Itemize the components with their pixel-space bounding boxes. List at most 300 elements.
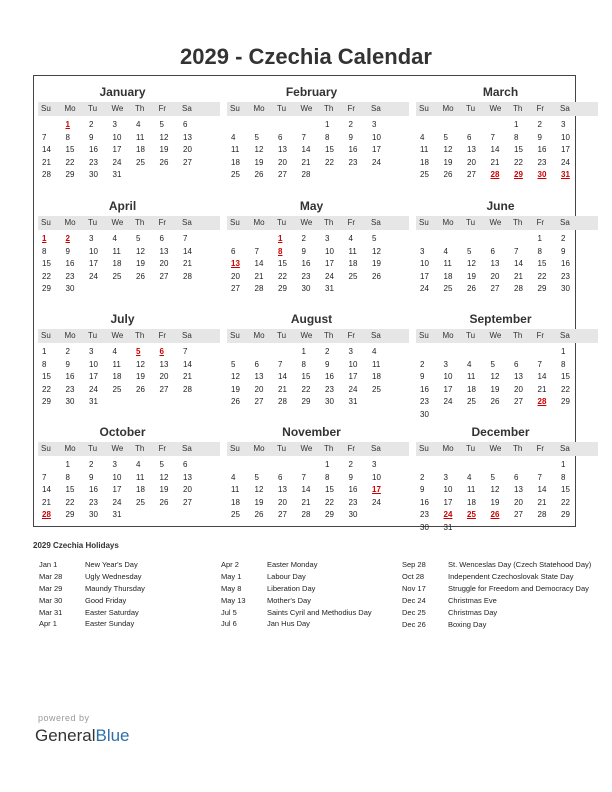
day-cell[interactable]: 22 — [325, 157, 334, 167]
day-cell[interactable]: 16 — [65, 372, 75, 382]
day-cell[interactable]: 2 — [561, 234, 566, 243]
day-cell[interactable]: 4 — [136, 120, 141, 129]
day-cell[interactable]: 20 — [467, 157, 476, 167]
day-cell[interactable]: 6 — [467, 132, 472, 142]
day-cell[interactable]: 16 — [348, 145, 358, 155]
day-cell[interactable]: 28 — [42, 170, 51, 180]
day-cell[interactable]: 26 — [254, 510, 264, 520]
day-cell[interactable]: 15 — [325, 145, 334, 155]
day-cell[interactable]: 6 — [254, 359, 259, 369]
day-cell[interactable]: 19 — [443, 157, 453, 167]
day-cell[interactable]: 5 — [136, 347, 141, 356]
day-cell[interactable]: 8 — [561, 472, 566, 482]
day-cell[interactable]: 25 — [420, 170, 429, 180]
day-cell[interactable]: 14 — [301, 485, 311, 495]
day-cell[interactable]: 27 — [467, 170, 476, 180]
day-cell[interactable]: 21 — [301, 497, 311, 507]
day-cell[interactable]: 17 — [348, 372, 358, 382]
day-cell[interactable]: 3 — [112, 460, 117, 469]
day-cell[interactable]: 3 — [561, 120, 566, 129]
day-cell[interactable]: 13 — [183, 132, 192, 142]
day-cell[interactable]: 7 — [537, 472, 542, 482]
day-cell[interactable]: 1 — [514, 120, 519, 129]
day-cell[interactable]: 15 — [301, 372, 311, 382]
day-cell[interactable]: 23 — [537, 157, 547, 167]
day-cell[interactable]: 24 — [112, 157, 122, 167]
day-cell[interactable]: 20 — [514, 497, 523, 507]
day-cell[interactable]: 30 — [420, 522, 429, 532]
day-cell[interactable]: 31 — [112, 170, 122, 180]
day-cell[interactable]: 20 — [159, 259, 169, 269]
day-cell[interactable]: 22 — [537, 271, 547, 281]
day-cell[interactable]: 27 — [514, 510, 523, 520]
day-cell[interactable]: 7 — [490, 132, 495, 142]
day-cell[interactable]: 10 — [561, 132, 570, 142]
day-cell[interactable]: 30 — [420, 409, 429, 419]
day-cell[interactable]: 22 — [278, 271, 287, 281]
day-cell[interactable]: 23 — [65, 384, 75, 394]
day-cell[interactable]: 9 — [65, 246, 70, 256]
day-cell[interactable]: 10 — [325, 246, 334, 256]
day-cell[interactable]: 29 — [42, 397, 51, 407]
day-cell[interactable]: 17 — [443, 497, 453, 507]
day-cell[interactable]: 22 — [301, 384, 311, 394]
day-cell[interactable]: 12 — [490, 485, 500, 495]
day-cell[interactable]: 11 — [136, 472, 145, 482]
day-cell[interactable]: 20 — [183, 485, 192, 495]
day-cell[interactable]: 2 — [65, 234, 70, 243]
day-cell[interactable]: 11 — [420, 145, 429, 155]
day-cell[interactable]: 20 — [254, 384, 264, 394]
day-cell[interactable]: 2 — [420, 472, 425, 482]
day-cell[interactable]: 15 — [537, 259, 547, 269]
day-cell[interactable]: 14 — [537, 485, 547, 495]
day-cell[interactable]: 20 — [183, 145, 192, 155]
day-cell[interactable]: 28 — [183, 384, 192, 394]
day-cell[interactable]: 25 — [136, 157, 145, 167]
day-cell[interactable]: 22 — [65, 497, 75, 507]
day-cell[interactable]: 18 — [136, 145, 145, 155]
day-cell[interactable]: 13 — [159, 359, 169, 369]
day-cell[interactable]: 1 — [537, 234, 542, 243]
day-cell[interactable]: 17 — [89, 372, 98, 382]
day-cell[interactable]: 2 — [348, 460, 353, 469]
day-cell[interactable]: 12 — [159, 472, 169, 482]
day-cell[interactable]: 11 — [467, 372, 476, 382]
day-cell[interactable]: 12 — [136, 246, 145, 256]
day-cell[interactable]: 14 — [42, 145, 51, 155]
day-cell[interactable]: 6 — [231, 246, 236, 256]
day-cell[interactable]: 21 — [183, 372, 192, 382]
day-cell[interactable]: 26 — [467, 284, 476, 294]
day-cell[interactable]: 17 — [112, 145, 122, 155]
day-cell[interactable]: 1 — [278, 234, 283, 243]
day-cell[interactable]: 5 — [490, 359, 495, 369]
day-cell[interactable]: 6 — [490, 246, 495, 256]
day-cell[interactable]: 16 — [65, 259, 75, 269]
day-cell[interactable]: 16 — [301, 259, 311, 269]
day-cell[interactable]: 3 — [112, 120, 117, 129]
day-cell[interactable]: 25 — [443, 284, 453, 294]
day-cell[interactable]: 23 — [420, 397, 429, 407]
day-cell[interactable]: 20 — [159, 372, 169, 382]
day-cell[interactable]: 2 — [89, 120, 94, 129]
day-cell[interactable]: 25 — [112, 271, 122, 281]
day-cell[interactable]: 14 — [301, 145, 311, 155]
day-cell[interactable]: 10 — [443, 372, 453, 382]
day-cell[interactable]: 17 — [89, 259, 98, 269]
day-cell[interactable]: 27 — [278, 510, 287, 520]
day-cell[interactable]: 31 — [89, 397, 98, 407]
day-cell[interactable]: 7 — [42, 132, 47, 142]
day-cell[interactable]: 8 — [278, 246, 283, 256]
day-cell[interactable]: 10 — [372, 472, 381, 482]
day-cell[interactable]: 28 — [490, 170, 500, 180]
day-cell[interactable]: 21 — [514, 271, 523, 281]
day-cell[interactable]: 8 — [325, 132, 330, 142]
day-cell[interactable]: 7 — [254, 246, 259, 256]
day-cell[interactable]: 13 — [231, 259, 240, 269]
day-cell[interactable]: 29 — [65, 170, 75, 180]
day-cell[interactable]: 18 — [420, 157, 429, 167]
day-cell[interactable]: 24 — [348, 384, 358, 394]
day-cell[interactable]: 27 — [183, 497, 192, 507]
day-cell[interactable]: 16 — [348, 485, 358, 495]
day-cell[interactable]: 16 — [537, 145, 547, 155]
day-cell[interactable]: 3 — [89, 347, 94, 356]
day-cell[interactable]: 2 — [89, 460, 94, 469]
day-cell[interactable]: 31 — [325, 284, 334, 294]
day-cell[interactable]: 21 — [278, 384, 287, 394]
day-cell[interactable]: 16 — [420, 384, 429, 394]
day-cell[interactable]: 4 — [348, 234, 353, 243]
brand-logo[interactable] — [35, 726, 130, 746]
day-cell[interactable]: 7 — [278, 359, 283, 369]
day-cell[interactable]: 28 — [514, 284, 523, 294]
day-cell[interactable]: 12 — [372, 246, 381, 256]
day-cell[interactable]: 14 — [278, 372, 287, 382]
day-cell[interactable]: 20 — [231, 271, 240, 281]
day-cell[interactable]: 5 — [490, 472, 495, 482]
day-cell[interactable]: 30 — [301, 284, 311, 294]
day-cell[interactable]: 27 — [490, 284, 500, 294]
day-cell[interactable]: 26 — [443, 170, 453, 180]
day-cell[interactable]: 6 — [514, 472, 519, 482]
day-cell[interactable]: 20 — [514, 384, 523, 394]
day-cell[interactable]: 5 — [159, 460, 164, 469]
day-cell[interactable]: 2 — [420, 359, 425, 369]
day-cell[interactable]: 31 — [348, 397, 358, 407]
day-cell[interactable]: 29 — [301, 397, 311, 407]
day-cell[interactable]: 15 — [42, 372, 51, 382]
day-cell[interactable]: 11 — [136, 132, 145, 142]
day-cell[interactable]: 10 — [89, 246, 98, 256]
day-cell[interactable]: 14 — [537, 372, 547, 382]
day-cell[interactable]: 15 — [561, 372, 570, 382]
day-cell[interactable]: 7 — [301, 472, 306, 482]
day-cell[interactable]: 17 — [372, 485, 381, 495]
day-cell[interactable]: 24 — [372, 157, 381, 167]
day-cell[interactable]: 26 — [231, 397, 240, 407]
day-cell[interactable]: 5 — [254, 472, 259, 482]
day-cell[interactable]: 11 — [112, 246, 121, 256]
day-cell[interactable]: 24 — [112, 497, 122, 507]
day-cell[interactable]: 17 — [372, 145, 381, 155]
day-cell[interactable]: 9 — [301, 246, 306, 256]
day-cell[interactable]: 1 — [65, 460, 70, 469]
day-cell[interactable]: 10 — [112, 472, 122, 482]
day-cell[interactable]: 26 — [136, 384, 145, 394]
day-cell[interactable]: 6 — [278, 132, 283, 142]
day-cell[interactable]: 12 — [136, 359, 145, 369]
day-cell[interactable]: 26 — [490, 510, 500, 520]
day-cell[interactable]: 25 — [348, 271, 358, 281]
day-cell[interactable]: 6 — [183, 120, 188, 129]
day-cell[interactable]: 1 — [561, 347, 566, 356]
day-cell[interactable]: 3 — [348, 347, 353, 356]
day-cell[interactable]: 11 — [443, 259, 452, 269]
day-cell[interactable]: 17 — [420, 271, 429, 281]
day-cell[interactable]: 13 — [254, 372, 264, 382]
day-cell[interactable]: 7 — [537, 359, 542, 369]
day-cell[interactable]: 22 — [561, 497, 570, 507]
day-cell[interactable]: 8 — [42, 359, 47, 369]
day-cell[interactable]: 30 — [348, 510, 358, 520]
day-cell[interactable]: 19 — [231, 384, 240, 394]
day-cell[interactable]: 28 — [301, 170, 311, 180]
day-cell[interactable]: 8 — [561, 359, 566, 369]
day-cell[interactable]: 14 — [254, 259, 264, 269]
day-cell[interactable]: 12 — [490, 372, 500, 382]
day-cell[interactable]: 19 — [372, 259, 381, 269]
day-cell[interactable]: 18 — [112, 372, 122, 382]
day-cell[interactable]: 5 — [254, 132, 259, 142]
day-cell[interactable]: 23 — [89, 497, 98, 507]
day-cell[interactable]: 7 — [301, 132, 306, 142]
day-cell[interactable]: 3 — [443, 359, 448, 369]
day-cell[interactable]: 22 — [65, 157, 75, 167]
day-cell[interactable]: 19 — [490, 384, 500, 394]
day-cell[interactable]: 4 — [467, 472, 472, 482]
day-cell[interactable]: 29 — [561, 510, 570, 520]
day-cell[interactable]: 14 — [183, 246, 192, 256]
day-cell[interactable]: 4 — [136, 460, 141, 469]
day-cell[interactable]: 16 — [89, 485, 98, 495]
day-cell[interactable]: 4 — [112, 347, 117, 356]
day-cell[interactable]: 27 — [183, 157, 192, 167]
day-cell[interactable]: 1 — [65, 120, 70, 129]
day-cell[interactable]: 24 — [325, 271, 334, 281]
day-cell[interactable]: 8 — [301, 359, 306, 369]
day-cell[interactable]: 24 — [420, 284, 429, 294]
day-cell[interactable]: 27 — [254, 397, 264, 407]
day-cell[interactable]: 9 — [65, 359, 70, 369]
day-cell[interactable]: 3 — [372, 460, 377, 469]
day-cell[interactable]: 15 — [42, 259, 51, 269]
day-cell[interactable]: 8 — [65, 132, 70, 142]
day-cell[interactable]: 5 — [467, 246, 472, 256]
day-cell[interactable]: 18 — [136, 485, 145, 495]
day-cell[interactable]: 27 — [514, 397, 523, 407]
day-cell[interactable]: 15 — [514, 145, 523, 155]
day-cell[interactable]: 21 — [42, 157, 51, 167]
day-cell[interactable]: 19 — [490, 497, 500, 507]
day-cell[interactable]: 25 — [112, 384, 122, 394]
day-cell[interactable]: 12 — [231, 372, 240, 382]
day-cell[interactable]: 15 — [278, 259, 287, 269]
day-cell[interactable]: 21 — [42, 497, 51, 507]
day-cell[interactable]: 12 — [443, 145, 453, 155]
day-cell[interactable]: 31 — [443, 522, 453, 532]
day-cell[interactable]: 2 — [65, 347, 70, 356]
day-cell[interactable]: 8 — [514, 132, 519, 142]
day-cell[interactable]: 6 — [278, 472, 283, 482]
day-cell[interactable]: 26 — [490, 397, 500, 407]
day-cell[interactable]: 19 — [254, 157, 264, 167]
day-cell[interactable]: 28 — [254, 284, 264, 294]
day-cell[interactable]: 9 — [89, 472, 94, 482]
day-cell[interactable]: 9 — [348, 472, 353, 482]
day-cell[interactable]: 14 — [490, 145, 500, 155]
day-cell[interactable]: 10 — [420, 259, 429, 269]
day-cell[interactable]: 21 — [537, 497, 547, 507]
day-cell[interactable]: 26 — [372, 271, 381, 281]
day-cell[interactable]: 2 — [537, 120, 542, 129]
day-cell[interactable]: 3 — [372, 120, 377, 129]
day-cell[interactable]: 30 — [325, 397, 334, 407]
day-cell[interactable]: 12 — [254, 145, 264, 155]
day-cell[interactable]: 9 — [348, 132, 353, 142]
day-cell[interactable]: 23 — [89, 157, 98, 167]
day-cell[interactable]: 15 — [325, 485, 334, 495]
day-cell[interactable]: 22 — [514, 157, 523, 167]
day-cell[interactable]: 24 — [443, 510, 453, 520]
day-cell[interactable]: 15 — [65, 485, 75, 495]
day-cell[interactable]: 18 — [112, 259, 122, 269]
day-cell[interactable]: 23 — [301, 271, 311, 281]
day-cell[interactable]: 11 — [348, 246, 357, 256]
day-cell[interactable]: 5 — [231, 359, 236, 369]
day-cell[interactable]: 5 — [159, 120, 164, 129]
day-cell[interactable]: 21 — [490, 157, 500, 167]
day-cell[interactable]: 28 — [301, 510, 311, 520]
day-cell[interactable]: 18 — [231, 157, 240, 167]
day-cell[interactable]: 27 — [159, 271, 169, 281]
day-cell[interactable]: 18 — [348, 259, 358, 269]
day-cell[interactable]: 15 — [65, 145, 75, 155]
day-cell[interactable]: 18 — [467, 497, 476, 507]
day-cell[interactable]: 14 — [42, 485, 51, 495]
day-cell[interactable]: 13 — [467, 145, 476, 155]
day-cell[interactable]: 25 — [231, 510, 240, 520]
day-cell[interactable]: 24 — [89, 384, 98, 394]
day-cell[interactable]: 28 — [537, 510, 547, 520]
day-cell[interactable]: 21 — [301, 157, 311, 167]
day-cell[interactable]: 21 — [183, 259, 192, 269]
day-cell[interactable]: 1 — [301, 347, 306, 356]
day-cell[interactable]: 23 — [561, 271, 570, 281]
day-cell[interactable]: 12 — [159, 132, 169, 142]
day-cell[interactable]: 5 — [372, 234, 377, 243]
day-cell[interactable]: 19 — [254, 497, 264, 507]
day-cell[interactable]: 12 — [254, 485, 264, 495]
day-cell[interactable]: 1 — [561, 460, 566, 469]
day-cell[interactable]: 20 — [490, 271, 500, 281]
day-cell[interactable]: 3 — [443, 472, 448, 482]
day-cell[interactable]: 10 — [89, 359, 98, 369]
day-cell[interactable]: 8 — [65, 472, 70, 482]
day-cell[interactable]: 29 — [537, 284, 547, 294]
day-cell[interactable]: 30 — [561, 284, 570, 294]
day-cell[interactable]: 25 — [136, 497, 145, 507]
day-cell[interactable]: 27 — [231, 284, 240, 294]
day-cell[interactable]: 29 — [514, 170, 523, 180]
day-cell[interactable]: 2 — [325, 347, 330, 356]
day-cell[interactable]: 9 — [420, 372, 425, 382]
day-cell[interactable]: 11 — [112, 359, 121, 369]
day-cell[interactable]: 19 — [136, 259, 145, 269]
day-cell[interactable]: 25 — [467, 510, 476, 520]
day-cell[interactable]: 10 — [112, 132, 122, 142]
day-cell[interactable]: 19 — [159, 485, 169, 495]
day-cell[interactable]: 2 — [348, 120, 353, 129]
day-cell[interactable]: 3 — [420, 246, 425, 256]
day-cell[interactable]: 13 — [183, 472, 192, 482]
day-cell[interactable]: 19 — [467, 271, 476, 281]
day-cell[interactable]: 19 — [136, 372, 145, 382]
day-cell[interactable]: 4 — [231, 132, 236, 142]
day-cell[interactable]: 6 — [514, 359, 519, 369]
day-cell[interactable]: 31 — [561, 170, 570, 180]
day-cell[interactable]: 18 — [467, 384, 476, 394]
day-cell[interactable]: 22 — [325, 497, 334, 507]
day-cell[interactable]: 4 — [467, 359, 472, 369]
day-cell[interactable]: 13 — [278, 145, 287, 155]
day-cell[interactable]: 13 — [514, 372, 523, 382]
day-cell[interactable]: 29 — [561, 397, 570, 407]
day-cell[interactable]: 26 — [159, 157, 169, 167]
day-cell[interactable]: 27 — [278, 170, 287, 180]
day-cell[interactable]: 17 — [443, 384, 453, 394]
day-cell[interactable]: 26 — [254, 170, 264, 180]
day-cell[interactable]: 17 — [112, 485, 122, 495]
day-cell[interactable]: 16 — [561, 259, 570, 269]
day-cell[interactable]: 30 — [89, 510, 98, 520]
day-cell[interactable]: 20 — [278, 497, 287, 507]
day-cell[interactable]: 18 — [443, 271, 453, 281]
day-cell[interactable]: 9 — [537, 132, 542, 142]
day-cell[interactable]: 25 — [467, 397, 476, 407]
day-cell[interactable]: 17 — [561, 145, 570, 155]
day-cell[interactable]: 16 — [420, 497, 429, 507]
day-cell[interactable]: 11 — [372, 359, 381, 369]
day-cell[interactable]: 10 — [372, 132, 381, 142]
day-cell[interactable]: 16 — [325, 372, 334, 382]
day-cell[interactable]: 15 — [561, 485, 570, 495]
day-cell[interactable]: 11 — [231, 145, 240, 155]
day-cell[interactable]: 28 — [278, 397, 287, 407]
day-cell[interactable]: 13 — [278, 485, 287, 495]
day-cell[interactable]: 11 — [467, 485, 476, 495]
day-cell[interactable]: 11 — [231, 485, 240, 495]
day-cell[interactable]: 29 — [278, 284, 287, 294]
day-cell[interactable]: 8 — [325, 472, 330, 482]
day-cell[interactable]: 14 — [183, 359, 192, 369]
day-cell[interactable]: 5 — [136, 234, 141, 243]
day-cell[interactable]: 5 — [443, 132, 448, 142]
day-cell[interactable]: 23 — [325, 384, 334, 394]
day-cell[interactable]: 9 — [420, 485, 425, 495]
